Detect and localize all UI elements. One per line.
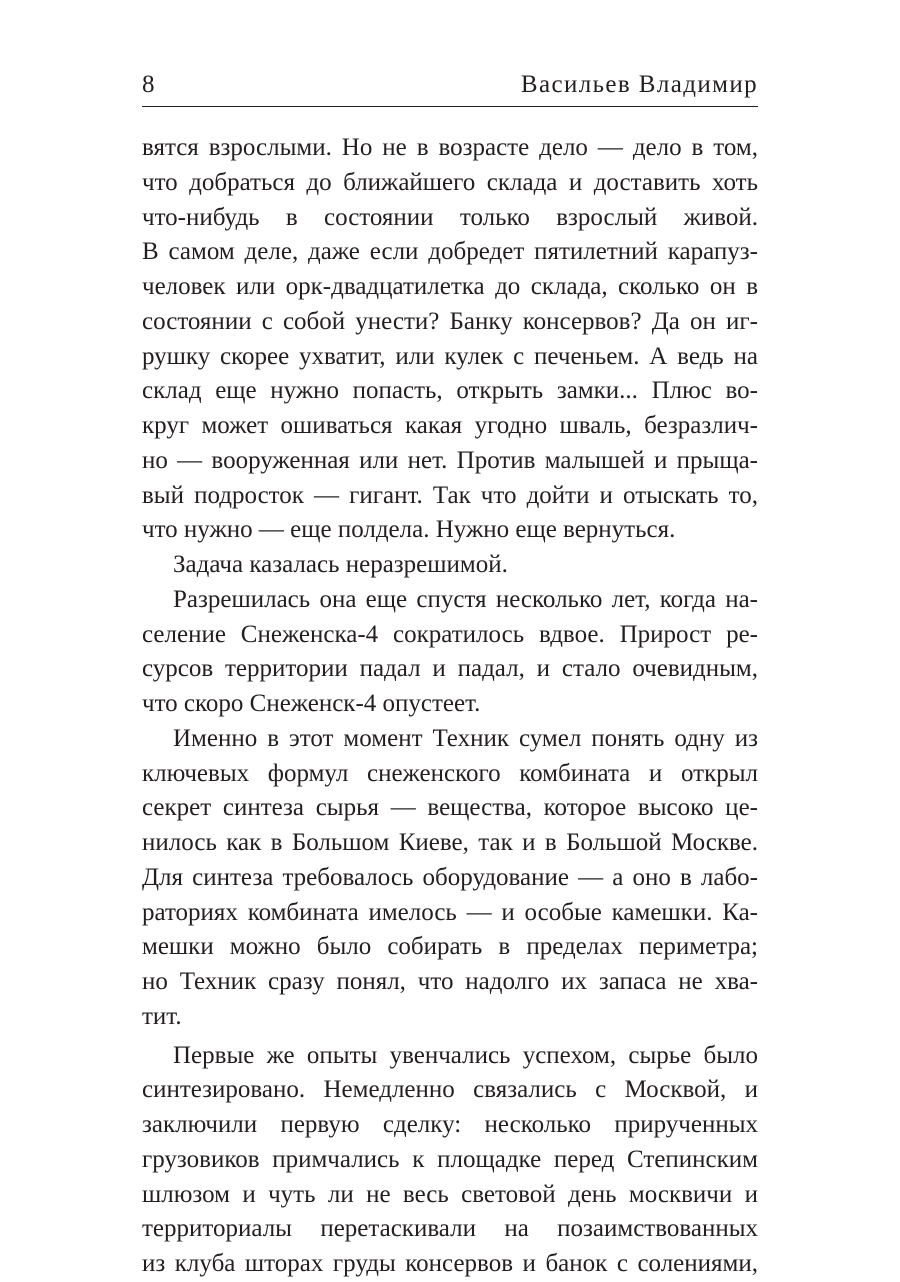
text-line: сурсов территории падал и падал, и стало очевидным, <box>142 655 758 683</box>
text-line: склад еще нужно попасть, открыть замки... Плюс во- <box>142 377 758 405</box>
text-line: тит. <box>142 1002 182 1030</box>
text-line: что нужно — еще полдела. Нужно еще вернуться. <box>142 516 676 544</box>
running-head <box>142 68 758 102</box>
text-line: человек или орк-двадцатилетка до склада, сколько он в <box>142 273 758 300</box>
text-line: Первые же опыты увенчались успехом, сырье было <box>173 1041 758 1069</box>
text-line: Задача казалась неразрешимой. <box>173 551 508 578</box>
text-line: рушку скорее ухватит, или кулек с печеньем. А ведь на <box>142 342 758 370</box>
text-line: раториях комбината имелось — и особые камешки. Ка- <box>142 898 758 926</box>
text-line: ключевых формул снеженского комбината и открыл <box>142 759 758 787</box>
text-line: В самом деле, даже если добредет пятилетний карапуз- <box>142 238 758 266</box>
text-line: что добраться до ближайшего склада и доставить хоть <box>142 168 758 196</box>
text-line: состоянии с собой унести? Банку консервов? Да он иг- <box>142 307 758 335</box>
body-text <box>142 131 758 1282</box>
text-line: вый подросток — гигант. Так что дойти и отыскать то, <box>142 481 758 509</box>
text-line: заключили первую сделку: несколько прирученных <box>142 1111 758 1138</box>
text-line: шлюзом и чуть ли не весь световой день москвичи и <box>142 1180 758 1208</box>
text-line: секрет синтеза сырья — вещества, которое высоко це- <box>142 794 758 822</box>
text-line: но — вооруженная или нет. Против малышей и прыща- <box>142 446 758 474</box>
text-line: вятся взрослыми. Но не в возрасте дело — дело в том, <box>142 134 758 161</box>
text-line: нилось как в Большом Киеве, так и в Большой Москве. <box>142 829 758 856</box>
text-line: что-нибудь в состоянии только взрослый живой. <box>142 203 758 231</box>
text-line: Для синтеза требовалось оборудование — а оно в лабо- <box>142 863 758 891</box>
page-number: 8 <box>142 71 155 98</box>
header-divider <box>142 106 758 107</box>
text-line: селение Снеженска-4 сократилось вдвое. Прирост ре- <box>142 620 758 648</box>
text-line: грузовиков примчались к площадке перед Степинским <box>142 1145 758 1173</box>
text-line: мешки можно было собирать в пределах периметра; <box>142 933 758 961</box>
text-line: Разрешилась она еще спустя несколько лет, когда на- <box>173 585 758 613</box>
text-line: территориалы перетаскивали на позаимствованных <box>142 1215 758 1243</box>
text-line: Именно в этот момент Техник сумел понять одну из <box>173 724 758 752</box>
text-line: но Техник сразу понял, что надолго их запаса не хва- <box>142 968 758 995</box>
text-line: круг может ошиваться какая угодно шваль, безразлич- <box>142 412 758 439</box>
text-line: что скоро Снеженск-4 опустеет. <box>142 690 481 717</box>
author-name: Васильев Владимир <box>520 71 758 98</box>
text-line: из клуба шторах груды консервов и банок с солениями, <box>142 1250 758 1277</box>
text-line: синтезировано. Немедленно связались с Москвой, и <box>142 1076 758 1104</box>
